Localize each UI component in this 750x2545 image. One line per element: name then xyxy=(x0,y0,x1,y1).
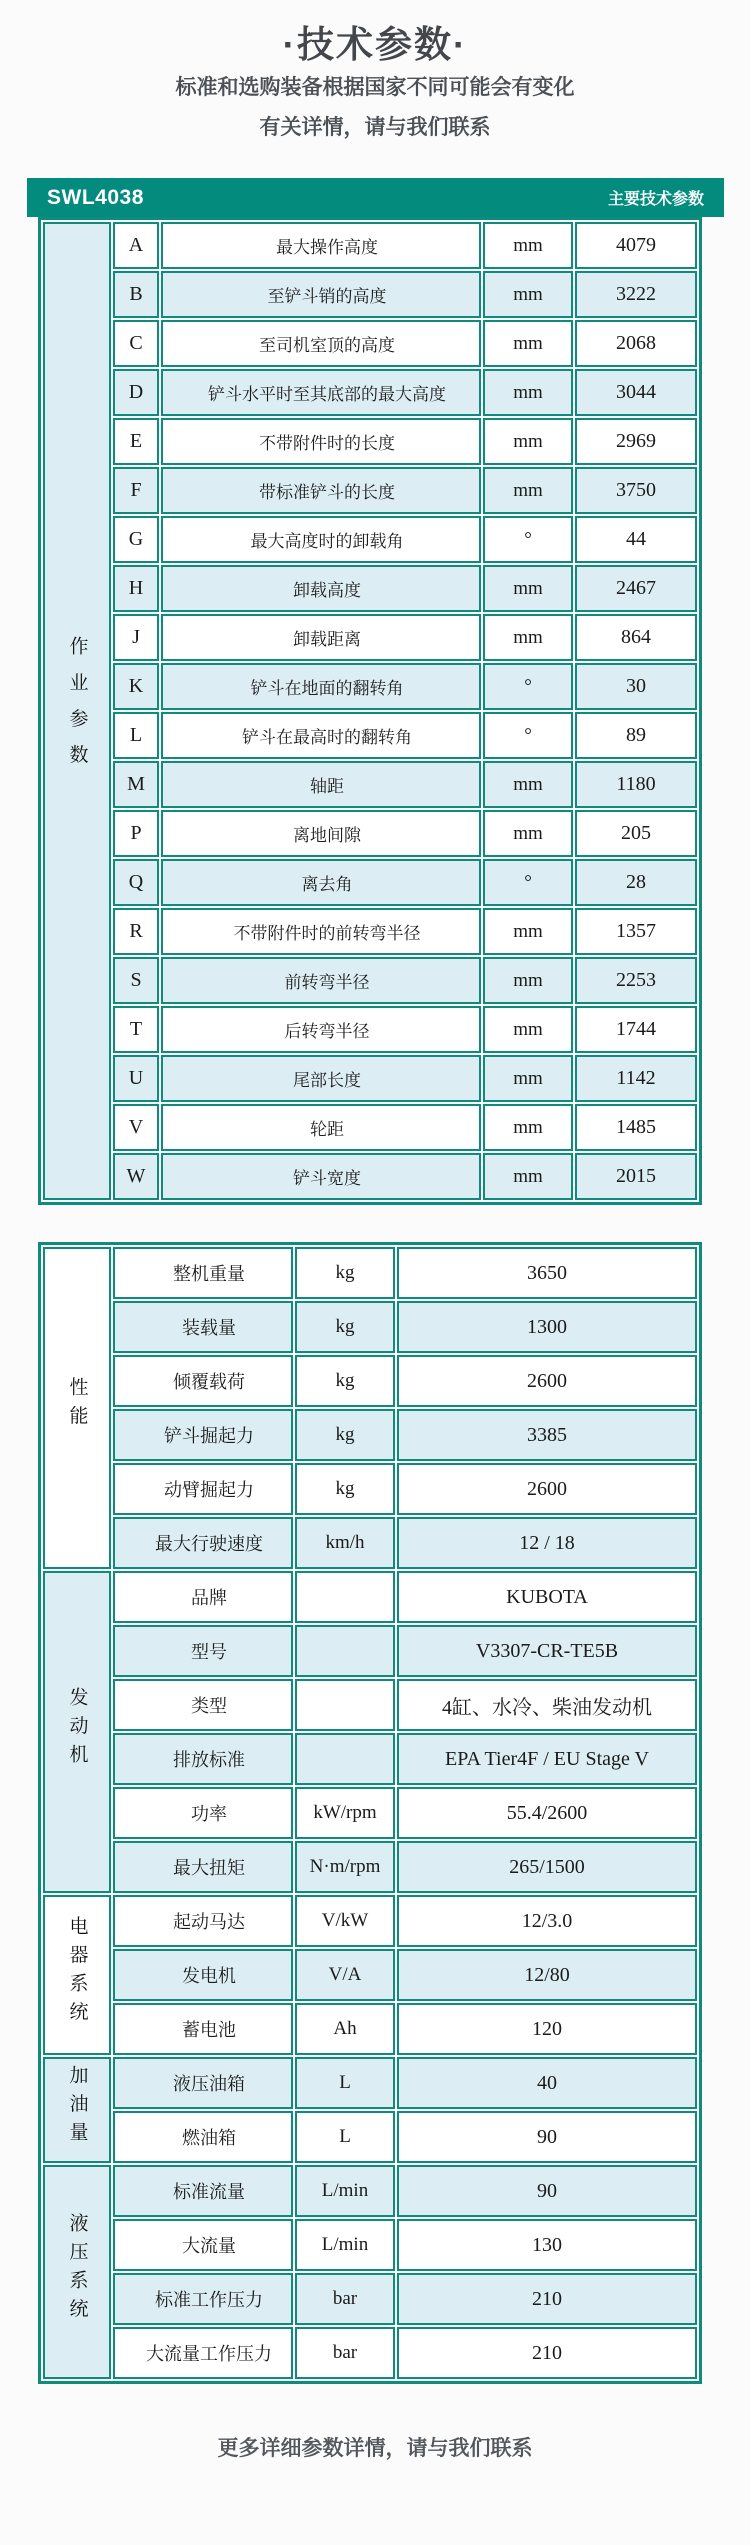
operating-parameter-row xyxy=(43,1153,697,1200)
param-letter: V xyxy=(113,1104,159,1151)
spec-value: KUBOTA xyxy=(397,1571,697,1623)
spec-unit xyxy=(295,1679,395,1731)
param-unit: mm xyxy=(483,320,573,367)
param-unit: mm xyxy=(483,222,573,269)
param-unit: mm xyxy=(483,1055,573,1102)
spec-value: 4缸、水冷、柴油发动机 xyxy=(397,1679,697,1731)
subtitle-line-2: 有关详情，请与我们联系 xyxy=(259,116,491,139)
subtitle-line-1: 标准和选购装备根据国家不同可能会有变化 xyxy=(175,76,575,99)
spec-name: 液压油箱 xyxy=(113,2057,293,2109)
spec-unit: V/A xyxy=(295,1949,395,2001)
spec-value: 90 xyxy=(397,2111,697,2163)
specification-row xyxy=(43,2327,697,2379)
spec-unit: V/kW xyxy=(295,1895,395,1947)
param-name: 前转弯半径 xyxy=(161,957,481,1004)
spec-unit: bar xyxy=(295,2273,395,2325)
param-letter: H xyxy=(113,565,159,612)
param-name: 离去角 xyxy=(161,859,481,906)
operating-parameter-row xyxy=(43,1104,697,1151)
operating-parameters-body xyxy=(43,222,697,1200)
param-name: 轮距 xyxy=(161,1104,481,1151)
param-unit: mm xyxy=(483,614,573,661)
spec-value: 210 xyxy=(397,2273,697,2325)
param-value: 864 xyxy=(575,614,697,661)
spec-value: 40 xyxy=(397,2057,697,2109)
spec-unit xyxy=(295,1571,395,1623)
spec-unit: L xyxy=(295,2057,395,2109)
param-unit: mm xyxy=(483,1104,573,1151)
param-unit: mm xyxy=(483,810,573,857)
section-label-text: 液压系统 xyxy=(66,2212,88,2327)
operating-parameter-row xyxy=(43,761,697,808)
spec-name: 排放标准 xyxy=(113,1733,293,1785)
param-letter: D xyxy=(113,369,159,416)
spec-name: 大流量 xyxy=(113,2219,293,2271)
param-name: 铲斗宽度 xyxy=(161,1153,481,1200)
param-value: 3222 xyxy=(575,271,697,318)
param-unit: mm xyxy=(483,467,573,514)
spec-unit: km/h xyxy=(295,1517,395,1569)
param-letter: M xyxy=(113,761,159,808)
spec-value: 265/1500 xyxy=(397,1841,697,1893)
operating-parameter-row xyxy=(43,614,697,661)
section-label-text: 发动机 xyxy=(66,1686,88,1773)
param-unit: ° xyxy=(483,859,573,906)
param-name: 离地间隙 xyxy=(161,810,481,857)
spec-name: 标准工作压力 xyxy=(113,2273,293,2325)
param-name: 铲斗在最高时的翻转角 xyxy=(161,712,481,759)
param-unit: mm xyxy=(483,418,573,465)
specification-row xyxy=(43,1463,697,1515)
param-name: 带标准铲斗的长度 xyxy=(161,467,481,514)
specification-row xyxy=(43,1571,697,1623)
spec-value: 2600 xyxy=(397,1355,697,1407)
param-value: 2015 xyxy=(575,1153,697,1200)
spec-value: 1300 xyxy=(397,1301,697,1353)
section-label-cell xyxy=(43,2057,111,2163)
operating-parameter-row xyxy=(43,222,697,269)
param-value: 1142 xyxy=(575,1055,697,1102)
operating-parameter-row xyxy=(43,369,697,416)
specifications-body xyxy=(43,1247,697,2379)
spec-name: 最大扭矩 xyxy=(113,1841,293,1893)
spec-value: 2600 xyxy=(397,1463,697,1515)
model-bar xyxy=(27,178,724,217)
section-label-cell xyxy=(43,1895,111,2055)
section-label-cell xyxy=(43,1247,111,1569)
footer-note: 更多详细参数详情，请与我们联系 xyxy=(217,2437,533,2460)
param-name: 后转弯半径 xyxy=(161,1006,481,1053)
specification-row xyxy=(43,1517,697,1569)
param-letter: S xyxy=(113,957,159,1004)
param-value: 3750 xyxy=(575,467,697,514)
spec-unit: L xyxy=(295,2111,395,2163)
param-value: 1485 xyxy=(575,1104,697,1151)
param-letter: F xyxy=(113,467,159,514)
operating-parameter-row xyxy=(43,908,697,955)
spec-name: 装载量 xyxy=(113,1301,293,1353)
section-label-cell xyxy=(43,1571,111,1893)
param-value: 2467 xyxy=(575,565,697,612)
param-name: 至铲斗销的高度 xyxy=(161,271,481,318)
param-name: 最大操作高度 xyxy=(161,222,481,269)
param-unit: mm xyxy=(483,908,573,955)
specification-row xyxy=(43,1247,697,1299)
operating-parameter-row xyxy=(43,467,697,514)
spec-value: 90 xyxy=(397,2165,697,2217)
specification-row xyxy=(43,1355,697,1407)
specification-row xyxy=(43,1409,697,1461)
param-unit: ° xyxy=(483,516,573,563)
spec-name: 类型 xyxy=(113,1679,293,1731)
section-label-cell xyxy=(43,2165,111,2379)
spec-unit xyxy=(295,1625,395,1677)
spec-unit: L/min xyxy=(295,2219,395,2271)
param-name: 不带附件时的长度 xyxy=(161,418,481,465)
section-label-text: 电器系统 xyxy=(66,1915,88,2030)
operating-parameter-row xyxy=(43,418,697,465)
specification-row xyxy=(43,1949,697,2001)
section-label-cell xyxy=(43,222,111,1200)
param-letter: W xyxy=(113,1153,159,1200)
param-value: 28 xyxy=(575,859,697,906)
param-value: 3044 xyxy=(575,369,697,416)
param-unit: mm xyxy=(483,565,573,612)
param-unit: mm xyxy=(483,271,573,318)
spec-name: 品牌 xyxy=(113,1571,293,1623)
operating-parameter-row xyxy=(43,810,697,857)
specifications-table xyxy=(38,1242,702,2384)
page-title: ·技术参数· xyxy=(282,24,468,65)
spec-unit: N·m/rpm xyxy=(295,1841,395,1893)
specification-row xyxy=(43,1679,697,1731)
param-unit: mm xyxy=(483,761,573,808)
operating-parameter-row xyxy=(43,565,697,612)
spec-name: 铲斗掘起力 xyxy=(113,1409,293,1461)
spec-unit: L/min xyxy=(295,2165,395,2217)
param-name: 卸载高度 xyxy=(161,565,481,612)
param-unit: mm xyxy=(483,369,573,416)
spec-name: 型号 xyxy=(113,1625,293,1677)
param-letter: T xyxy=(113,1006,159,1053)
spec-value: EPA Tier4F / EU Stage V xyxy=(397,1733,697,1785)
param-letter: A xyxy=(113,222,159,269)
param-letter: U xyxy=(113,1055,159,1102)
param-unit: mm xyxy=(483,1153,573,1200)
param-value: 1744 xyxy=(575,1006,697,1053)
spec-name: 大流量工作压力 xyxy=(113,2327,293,2379)
param-value: 1180 xyxy=(575,761,697,808)
specification-row xyxy=(43,2003,697,2055)
spec-name: 蓄电池 xyxy=(113,2003,293,2055)
param-name: 轴距 xyxy=(161,761,481,808)
param-letter: P xyxy=(113,810,159,857)
specification-row xyxy=(43,2165,697,2217)
spec-value: 12 / 18 xyxy=(397,1517,697,1569)
spec-name: 倾覆载荷 xyxy=(113,1355,293,1407)
specification-row xyxy=(43,2219,697,2271)
param-name: 铲斗在地面的翻转角 xyxy=(161,663,481,710)
spec-value: 3385 xyxy=(397,1409,697,1461)
specification-row xyxy=(43,1841,697,1893)
model-bar-caption: 主要技术参数 xyxy=(607,191,704,208)
spec-value: 3650 xyxy=(397,1247,697,1299)
operating-parameter-row xyxy=(43,957,697,1004)
param-unit: ° xyxy=(483,663,573,710)
specification-row xyxy=(43,1301,697,1353)
operating-parameter-row xyxy=(43,1006,697,1053)
param-name: 尾部长度 xyxy=(161,1055,481,1102)
specification-row xyxy=(43,2273,697,2325)
spec-name: 最大行驶速度 xyxy=(113,1517,293,1569)
spec-value: 130 xyxy=(397,2219,697,2271)
operating-parameter-row xyxy=(43,271,697,318)
spec-unit: kg xyxy=(295,1409,395,1461)
spec-value: 12/80 xyxy=(397,1949,697,2001)
param-letter: R xyxy=(113,908,159,955)
param-value: 89 xyxy=(575,712,697,759)
specification-row xyxy=(43,1787,697,1839)
spec-unit: Ah xyxy=(295,2003,395,2055)
spec-name: 功率 xyxy=(113,1787,293,1839)
param-letter: C xyxy=(113,320,159,367)
param-name: 不带附件时的前转弯半径 xyxy=(161,908,481,955)
model-name: SWL4038 xyxy=(47,185,144,209)
operating-parameters-table xyxy=(38,217,702,1205)
param-name: 至司机室顶的高度 xyxy=(161,320,481,367)
param-value: 44 xyxy=(575,516,697,563)
operating-parameter-row xyxy=(43,859,697,906)
spec-name: 起动马达 xyxy=(113,1895,293,1947)
spec-unit: kg xyxy=(295,1301,395,1353)
spec-value: V3307-CR-TE5B xyxy=(397,1625,697,1677)
specification-row xyxy=(43,1733,697,1785)
param-value: 4079 xyxy=(575,222,697,269)
param-value: 30 xyxy=(575,663,697,710)
param-value: 205 xyxy=(575,810,697,857)
param-value: 2969 xyxy=(575,418,697,465)
param-letter: G xyxy=(113,516,159,563)
spec-value: 55.4/2600 xyxy=(397,1787,697,1839)
param-unit: mm xyxy=(483,1006,573,1053)
spec-value: 120 xyxy=(397,2003,697,2055)
operating-parameter-row xyxy=(43,320,697,367)
param-letter: L xyxy=(113,712,159,759)
spec-unit: bar xyxy=(295,2327,395,2379)
operating-parameter-row xyxy=(43,1055,697,1102)
param-value: 1357 xyxy=(575,908,697,955)
spec-name: 发电机 xyxy=(113,1949,293,2001)
param-value: 2253 xyxy=(575,957,697,1004)
operating-parameter-row xyxy=(43,712,697,759)
section-label-text: 性能 xyxy=(66,1377,88,1434)
spec-name: 动臂掘起力 xyxy=(113,1463,293,1515)
param-unit: mm xyxy=(483,957,573,1004)
specification-row xyxy=(43,2111,697,2163)
param-letter: E xyxy=(113,418,159,465)
spec-unit xyxy=(295,1733,395,1785)
operating-parameter-row xyxy=(43,663,697,710)
param-letter: B xyxy=(113,271,159,318)
section-label-text: 加油量 xyxy=(66,2064,88,2151)
param-name: 铲斗水平时至其底部的最大高度 xyxy=(161,369,481,416)
spec-unit: kW/rpm xyxy=(295,1787,395,1839)
param-value: 2068 xyxy=(575,320,697,367)
section-label-text: 作业参数 xyxy=(66,636,88,781)
spec-unit: kg xyxy=(295,1247,395,1299)
param-letter: K xyxy=(113,663,159,710)
param-name: 最大高度时的卸载角 xyxy=(161,516,481,563)
spec-name: 燃油箱 xyxy=(113,2111,293,2163)
spec-unit: kg xyxy=(295,1463,395,1515)
spec-unit: kg xyxy=(295,1355,395,1407)
specification-row xyxy=(43,1895,697,1947)
spec-value: 210 xyxy=(397,2327,697,2379)
spec-name: 标准流量 xyxy=(113,2165,293,2217)
param-letter: J xyxy=(113,614,159,661)
param-unit: ° xyxy=(483,712,573,759)
spec-name: 整机重量 xyxy=(113,1247,293,1299)
spec-value: 12/3.0 xyxy=(397,1895,697,1947)
param-name: 卸载距离 xyxy=(161,614,481,661)
param-letter: Q xyxy=(113,859,159,906)
page-header xyxy=(0,0,750,148)
operating-parameter-row xyxy=(43,516,697,563)
specification-row xyxy=(43,2057,697,2109)
specification-row xyxy=(43,1625,697,1677)
